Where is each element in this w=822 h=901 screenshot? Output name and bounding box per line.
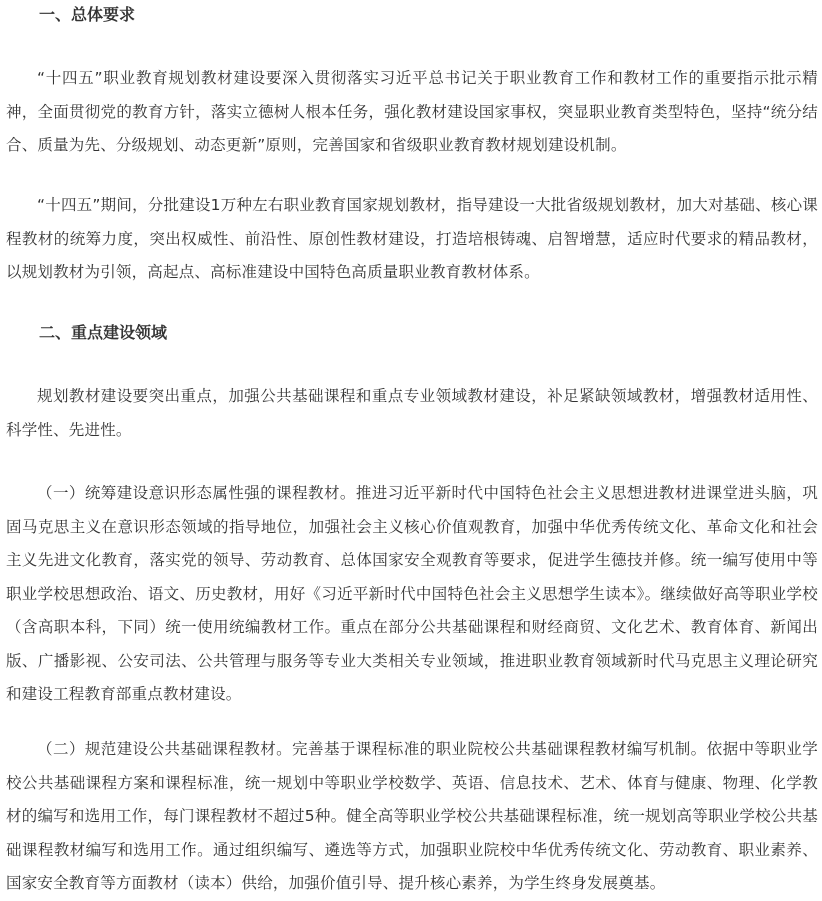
paragraph-key-areas-2: （二）规范建设公共基础课程教材。完善基于课程标准的职业院校公共基础课程教材编写机制。依据中等职业学校公共基础课程方案和课程标准，统一规划中等职业学校数学、英语、信息技术、艺术、体育与健康、物理、化学教材的编写和选用工作，每门课程教材不超过5种。健全高等职业学校公共基础课程标准，统一规划高等职业学校公共基础课程教材编写和选用工作。通过组织编写、遴选等方式，加强职业院校中华优秀传统文化、劳动教育、职业素养、国家安全教育等方面教材（读本）供给，加强价值引导、提升核心素养，为学生终身发展奠基。 [6,740,818,892]
paragraph-key-areas-intro: 规划教材建设要突出重点，加强公共基础课程和重点专业领域教材建设，补足紧缺领域教材，增强教材适用性、科学性、先进性。 [6,387,818,439]
paragraph-general-2: “十四五”期间，分批建设1万种左右职业教育国家规划教材，指导建设一大批省级规划教材，加大对基础、核心课程教材的统筹力度，突出权威性、前沿性、原创性教材建设，打造培根铸魂、启智增慧，适应时代要求的精品教材，以规划教材为引领，高起点、高标准建设中国特色高质量职业教育教材体系。 [6,196,818,281]
paragraph-key-areas-1: （一）统筹建设意识形态属性强的课程教材。推进习近平新时代中国特色社会主义思想进教材进课堂进头脑，巩固马克思主义在意识形态领域的指导地位，加强社会主义核心价值观教育，加强中华优秀传统文化、革命文化和社会主义先进文化教育，落实党的领导、劳动教育、总体国家安全观教育等要求，促进学生德技并修。统一编写使用中等职业学校思想政治、语文、历史教材，用好《习近平新时代中国特色社会主义思想学生读本》。继续做好高等职业学校（含高职本科，下同）统一使用统编教材工作。重点在部分公共基础课程和财经商贸、文化艺术、教育体育、新闻出版、广播影视、公安司法、公共管理与服务等专业大类相关专业领域，推进职业教育领域新时代马克思主义理论研究和建设工程教育部重点教材建设。 [6,484,818,703]
section-heading-general-requirements: 一、总体要求 [39,5,136,24]
section-heading-key-areas: 二、重点建设领域 [39,323,168,342]
paragraph-general-1: “十四五”职业教育规划教材建设要深入贯彻落实习近平总书记关于职业教育工作和教材工作的重要指示批示精神，全面贯彻党的教育方针，落实立德树人根本任务，强化教材建设国家事权，突显职业教育类型特色，坚持“统分结合、质量为先、分级规划、动态更新”原则，完善国家和省级职业教育教材规划建设机制。 [6,69,818,154]
